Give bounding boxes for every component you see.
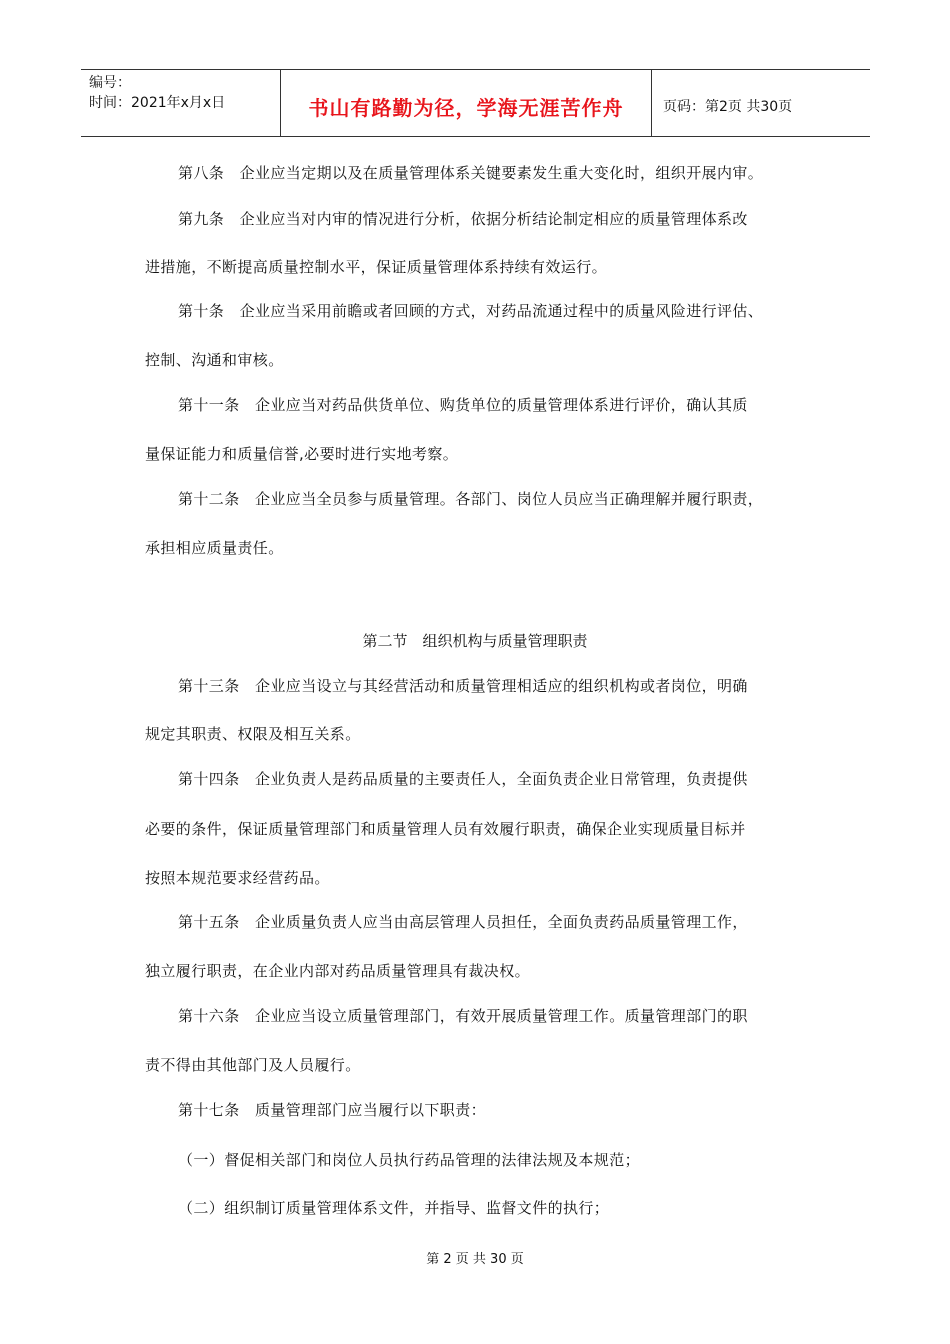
section-title: 第二节 组织机构与质量管理职责 [362,632,588,650]
header-middle-cell [281,70,652,136]
header-right-cell [653,70,870,136]
paragraph-line: 第十条 企业应当采用前瞻或者回顾的方式，对药品流通过程中的质量风险进行评估、 [178,302,764,320]
paragraph-line: 第十一条 企业应当对药品供货单位、购货单位的质量管理体系进行评价，确认其质 [178,396,748,414]
paragraph-line: 责不得由其他部门及人员履行。 [145,1056,361,1074]
paragraph-line: 第十三条 企业应当设立与其经营活动和质量管理相适应的组织机构或者岗位，明确 [178,677,748,695]
list-item: （二）组织制订质量管理体系文件，并指导、监督文件的执行； [178,1199,610,1217]
header-page-info: 页码：第2页 共30页 [663,99,793,115]
paragraph-line: 进措施，不断提高质量控制水平，保证质量管理体系持续有效运行。 [145,258,608,276]
paragraph-line: 控制、沟通和审核。 [145,351,284,369]
paragraph-line: 必要的条件，保证质量管理部门和质量管理人员有效履行职责，确保企业实现质量目标并 [145,820,746,838]
paragraph-line: 第十二条 企业应当全员参与质量管理。各部门、岗位人员应当正确理解并履行职责， [178,490,764,508]
paragraph-line: 量保证能力和质量信誉,必要时进行实地考察。 [145,445,459,463]
document-code-label: 编号： [89,75,131,91]
paragraph-line: 第十七条 质量管理部门应当履行以下职责： [178,1101,487,1119]
page-footer: 第 2 页 共 30 页 [426,1252,524,1267]
paragraph-line: 第九条 企业应当对内审的情况进行分析，依据分析结论制定相应的质量管理体系改 [178,210,748,228]
header-motto: 书山有路勤为径，学海无涯苦作舟 [308,96,624,120]
header-left-cell [81,70,281,136]
paragraph-line: 第十六条 企业应当设立质量管理部门，有效开展质量管理工作。质量管理部门的职 [178,1007,748,1025]
paragraph-line: 独立履行职责，在企业内部对药品质量管理具有裁决权。 [145,962,531,980]
list-item: （一）督促相关部门和岗位人员执行药品管理的法律法规及本规范； [178,1151,641,1169]
document-time-label: 时间：2021年x月x日 [89,95,226,111]
paragraph-line: 第十五条 企业质量负责人应当由高层管理人员担任，全面负责药品质量管理工作， [178,913,748,931]
paragraph-line: 第八条 企业应当定期以及在质量管理体系关键要素发生重大变化时，组织开展内审。 [178,164,764,182]
paragraph-line: 第十四条 企业负责人是药品质量的主要责任人，全面负责企业日常管理，负责提供 [178,770,748,788]
paragraph-line: 承担相应质量责任。 [145,539,284,557]
document-header [81,69,870,137]
paragraph-line: 规定其职责、权限及相互关系。 [145,725,361,743]
paragraph-line: 按照本规范要求经营药品。 [145,869,330,887]
